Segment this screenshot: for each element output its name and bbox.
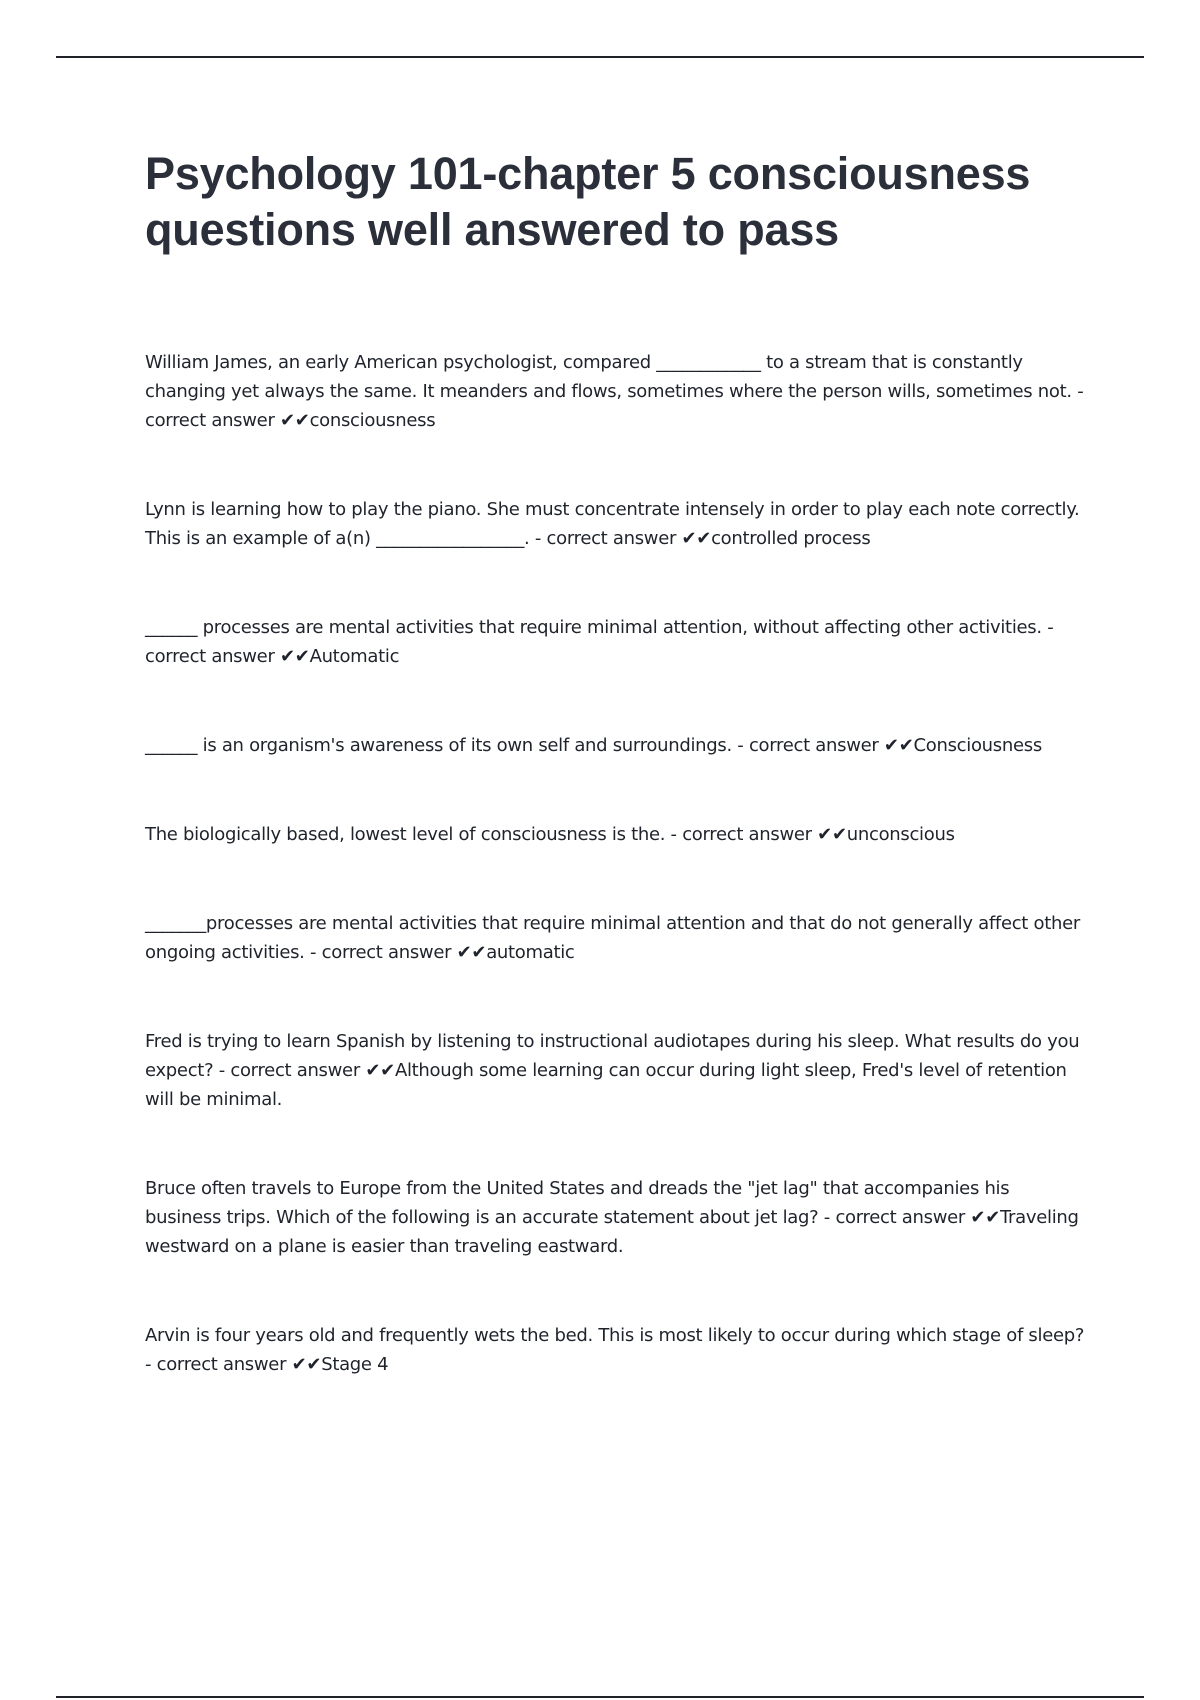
question-text: William James, an early American psychologist, compared ____________ to a stream that is constantly changing yet always the same. It meanders and flows, sometimes where the person wills, sometimes not. [145,352,1072,402]
answer-text: consciousness [309,410,436,431]
answer-text: Automatic [309,646,400,667]
qa-item [145,909,1085,967]
answer-text: Traveling westward on a plane is easier than traveling eastward. [145,1207,1079,1257]
check-mark-icon: ✔✔ [365,1060,395,1081]
answer-label: correct answer [230,1060,360,1081]
document-title: Psychology 101-chapter 5 consciousness questions well answered to pass [145,148,1031,255]
answer-label: correct answer [546,528,677,549]
question-text: ______ processes are mental activities that require minimal attention, without affecting other activities. [145,617,1042,638]
qa-item [145,1027,1085,1114]
question-text: Arvin is four years old and frequently wets the bed. This is most likely to occur during which stage of sleep? [145,1325,1085,1346]
question-text: Lynn is learning how to play the piano. She must concentrate intensely in order to play each note correctly. This is an example of a(n) _________________. [145,499,1080,549]
separator: - [529,528,547,549]
answer-text: Although some learning can occur during light sleep, Fred's level of retention will be minimal. [145,1060,1067,1110]
qa-item [145,613,1085,671]
answer-text: Stage 4 [321,1354,389,1375]
question-text: _______processes are mental activities that require minimal attention and that do not generally affect other ongoing activities. [145,913,1080,963]
check-mark-icon: ✔✔ [817,824,847,845]
answer-label: correct answer [145,646,275,667]
top-rule [56,56,1144,58]
check-mark-icon: ✔✔ [681,528,712,549]
answer-text: automatic [486,942,575,963]
question-text: ______ is an organism's awareness of its own self and surroundings. [145,735,732,756]
qa-item [145,820,1085,849]
separator: - [213,1060,231,1081]
separator: - [1041,617,1054,638]
bottom-rule [56,1696,1144,1698]
answer-label: correct answer [682,824,812,845]
answer-label: correct answer [321,942,452,963]
document-body [145,146,1085,1439]
answer-label: correct answer [748,735,879,756]
question-text: The biologically based, lowest level of consciousness is the. [145,824,666,845]
answer-label: correct answer [835,1207,965,1228]
separator: - [665,824,683,845]
qa-item [145,348,1085,435]
check-mark-icon: ✔✔ [279,410,310,431]
qa-item [145,1321,1085,1379]
separator: - [818,1207,836,1228]
check-mark-icon: ✔✔ [279,646,310,667]
answer-text: controlled process [711,528,871,549]
answer-label: correct answer [145,410,275,431]
qa-list [145,348,1085,1379]
question-text: Bruce often travels to Europe from the United States and dreads the "jet lag" that accompanies his business trips. Which of the following is an accurate statement about jet lag? [145,1178,1010,1228]
check-mark-icon: ✔✔ [970,1207,1000,1228]
qa-item [145,731,1085,760]
question-text: Fred is trying to learn Spanish by listening to instructional audiotapes during his sleep. What results do you expect? [145,1031,1080,1081]
answer-label: correct answer [156,1354,287,1375]
answer-text: unconscious [846,824,955,845]
check-mark-icon: ✔✔ [456,942,487,963]
qa-item [145,495,1085,553]
separator: - [145,1354,157,1375]
separator: - [304,942,322,963]
separator: - [731,735,749,756]
answer-text: Consciousness [913,735,1042,756]
qa-item [145,1174,1085,1261]
check-mark-icon: ✔✔ [291,1354,322,1375]
separator: - [1071,381,1084,402]
check-mark-icon: ✔✔ [883,735,914,756]
